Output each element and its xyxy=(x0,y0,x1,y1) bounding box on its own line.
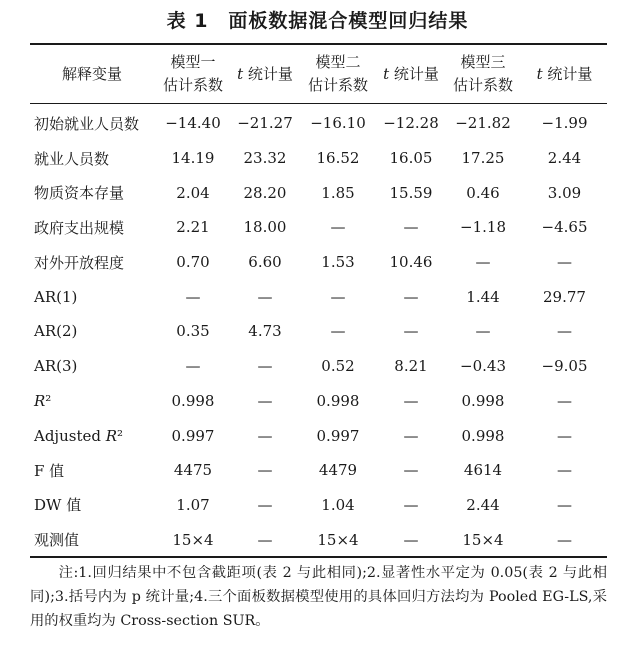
column-header-6: t 统计量 xyxy=(536,64,593,83)
table-cell: −12.28 xyxy=(383,114,439,133)
table-cell: — xyxy=(257,530,273,549)
regression-results-table xyxy=(30,45,607,557)
column-header-2: t 统计量 xyxy=(237,64,293,83)
row-label: 物质资本存量 xyxy=(34,184,125,203)
table-cell: 10.46 xyxy=(389,253,433,272)
row-label: 观测值 xyxy=(34,531,80,550)
table-cell: — xyxy=(257,495,273,514)
table-cell: 23.32 xyxy=(243,149,287,168)
table-cell: 0.998 xyxy=(461,391,505,410)
table-cell: 14.19 xyxy=(171,149,215,168)
table-title: 表 1 面板数据混合模型回归结果 xyxy=(166,10,469,32)
table-cell: 28.20 xyxy=(243,183,287,202)
table-row xyxy=(30,279,607,314)
table-cell: −21.82 xyxy=(455,114,511,133)
row-label: 初始就业人员数 xyxy=(34,114,140,133)
table-cell: 2.44 xyxy=(547,149,582,168)
table-cell: 4479 xyxy=(318,461,358,480)
table-cell: — xyxy=(330,287,346,306)
column-header-0: 解释变量 xyxy=(61,64,122,83)
table-cell: 15×4 xyxy=(317,530,359,549)
table-cell: — xyxy=(403,530,419,549)
table-cell: 1.85 xyxy=(321,183,355,202)
table-cell: 0.70 xyxy=(176,253,210,272)
column-header-4: t 统计量 xyxy=(383,64,439,83)
table-cell: 4.73 xyxy=(248,322,282,341)
table-row xyxy=(30,104,607,141)
table-note: 注:1.回归结果中不包含截距项(表 2 与此相同);2.显著性水平定为 0.05(表 2 与此相同);3.括号内为 p 统计量;4.三个面板数据模型使用的具体回归方法均为 Pooled EG-LS,采用的权重均为 Cross-section SUR。 xyxy=(30,565,607,629)
table-cell: 1.07 xyxy=(176,495,210,514)
table-cell: — xyxy=(257,287,273,306)
table-row xyxy=(30,245,607,280)
table-cell: — xyxy=(403,287,419,306)
table-cell: 15.59 xyxy=(389,183,433,202)
table-cell: 0.998 xyxy=(316,391,360,410)
column-header-5: 模型三 估计系数 xyxy=(452,53,513,94)
table-cell: — xyxy=(257,357,273,376)
table-cell: — xyxy=(557,391,572,410)
table-cell: 0.997 xyxy=(171,426,215,445)
table-row xyxy=(30,314,607,349)
table-cell: 0.997 xyxy=(316,426,360,445)
table-cell: 29.77 xyxy=(543,287,586,306)
table-row xyxy=(30,522,607,557)
table-cell: — xyxy=(403,461,419,480)
table-row xyxy=(30,141,607,176)
table-cell: — xyxy=(403,322,419,341)
table-row xyxy=(30,384,607,419)
row-label: F 值 xyxy=(34,461,65,480)
table-cell: 4475 xyxy=(173,461,213,480)
row-label: 就业人员数 xyxy=(34,149,110,168)
table-row xyxy=(30,418,607,453)
table-cell: −16.10 xyxy=(310,114,366,133)
table-cell: 15×4 xyxy=(462,530,504,549)
table-cell: — xyxy=(257,461,273,480)
table-cell: 2.21 xyxy=(176,218,210,237)
table-cell: — xyxy=(557,530,572,549)
row-label: Adjusted R² xyxy=(34,426,124,445)
row-label: DW 值 xyxy=(34,496,82,515)
table-cell: 15×4 xyxy=(172,530,214,549)
table-cell: −0.43 xyxy=(460,357,506,376)
table-cell: 0.35 xyxy=(176,322,210,341)
table-row xyxy=(30,175,607,210)
table-cell: 0.46 xyxy=(466,183,500,202)
table-bottom-rule xyxy=(30,556,607,558)
table-cell: 4614 xyxy=(463,461,503,480)
table-cell: 2.04 xyxy=(176,183,210,202)
row-label: R² xyxy=(34,391,52,410)
table-cell: 1.44 xyxy=(466,287,500,306)
table-cell: −21.27 xyxy=(237,114,293,133)
table-cell: −14.40 xyxy=(165,114,221,133)
table-cell: — xyxy=(557,253,572,272)
table-cell: — xyxy=(557,495,572,514)
table-cell: 1.53 xyxy=(321,253,355,272)
table-body xyxy=(30,104,607,557)
table-row xyxy=(30,349,607,384)
table-cell: −4.65 xyxy=(541,218,588,237)
row-label: 政府支出规模 xyxy=(34,218,125,237)
table-cell: 1.04 xyxy=(321,495,355,514)
row-label: AR(2) xyxy=(34,322,78,341)
table-cell: — xyxy=(185,287,201,306)
row-label: AR(1) xyxy=(34,287,78,306)
table-cell: — xyxy=(475,322,491,341)
row-label: AR(3) xyxy=(34,357,78,376)
column-header-3: 模型二 估计系数 xyxy=(307,53,368,94)
table-cell: 3.09 xyxy=(547,183,582,202)
table-cell: 2.44 xyxy=(466,495,500,514)
table-cell: 16.05 xyxy=(389,149,433,168)
table-cell: — xyxy=(475,253,491,272)
table-row xyxy=(30,210,607,245)
table-header-row xyxy=(30,45,607,104)
table-row xyxy=(30,488,607,523)
table-cell: — xyxy=(257,391,273,410)
column-header-1: 模型一 估计系数 xyxy=(162,53,223,94)
table-cell: −9.05 xyxy=(541,357,588,376)
table-cell: — xyxy=(330,218,346,237)
table-cell: −1.18 xyxy=(460,218,506,237)
table-cell: — xyxy=(557,426,572,445)
table-cell: 16.52 xyxy=(316,149,360,168)
table-cell: — xyxy=(185,357,201,376)
table-cell: — xyxy=(403,391,419,410)
table-cell: — xyxy=(257,426,273,445)
table-cell: 8.21 xyxy=(394,357,428,376)
table-cell: 18.00 xyxy=(243,218,287,237)
table-row xyxy=(30,453,607,488)
table-cell: 17.25 xyxy=(461,149,505,168)
table-cell: — xyxy=(403,495,419,514)
table-cell: — xyxy=(403,426,419,445)
table-cell: 0.998 xyxy=(171,391,215,410)
table-cell: — xyxy=(557,322,572,341)
table-cell: 0.998 xyxy=(461,426,505,445)
table-cell: 0.52 xyxy=(321,357,355,376)
table-cell: — xyxy=(403,218,419,237)
table-cell: −1.99 xyxy=(541,114,588,133)
table-cell: 6.60 xyxy=(248,253,282,272)
table-cell: — xyxy=(330,322,346,341)
row-label: 对外开放程度 xyxy=(34,253,125,272)
table-cell: — xyxy=(557,461,572,480)
